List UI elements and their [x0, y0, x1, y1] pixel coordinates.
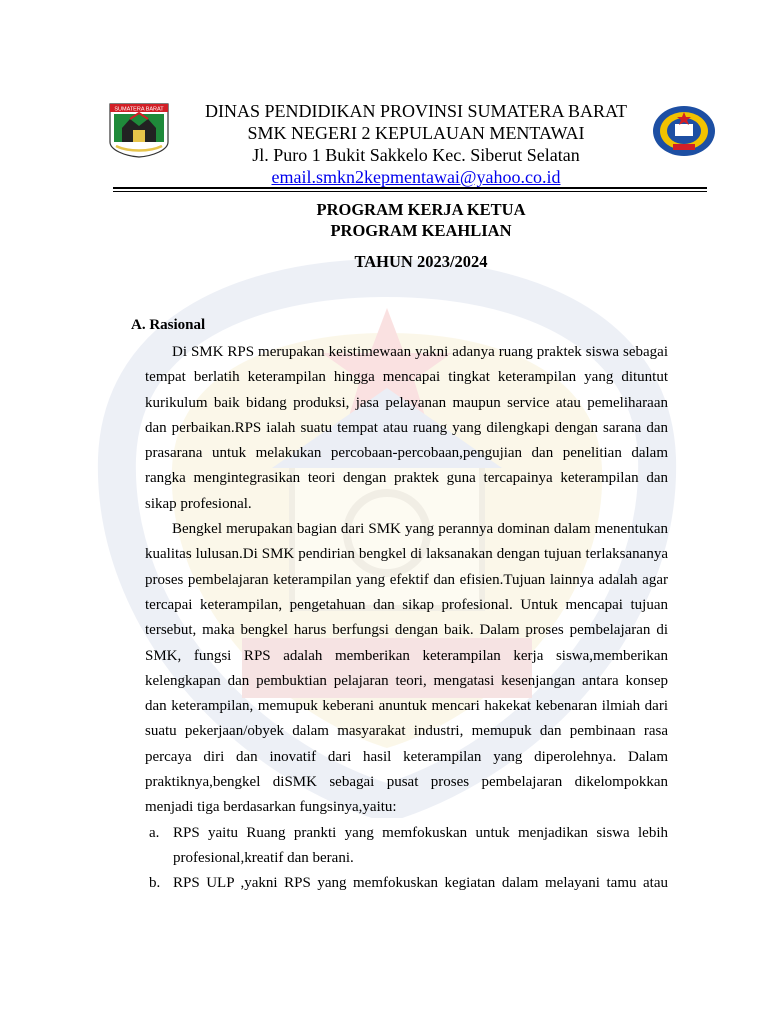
document-title-line-1: PROGRAM KERJA KETUA — [316, 200, 526, 219]
list-item-text: RPS ULP ,yakni RPS yang memfokuskan kegiatan dalam melayani tamu atau — [173, 875, 668, 892]
list-item-text: RPS yaitu Ruang prankti yang memfokuskan untuk menjadikan siswa lebih profesional,kreatif dan berani. — [173, 824, 668, 866]
agency-name: DINAS PENDIDIKAN PROVINSI SUMATERA BARAT — [204, 101, 628, 121]
list-marker: b. — [149, 875, 161, 892]
school-address: Jl. Puro 1 Bukit Sakkelo Kec. Siberut Selatan — [252, 145, 580, 165]
document-title-line-2: PROGRAM KEAHLIAN — [330, 221, 512, 240]
emblem-caption: SUMATERA BARAT — [114, 106, 164, 113]
document-year: TAHUN 2023/2024 — [354, 252, 488, 271]
section-body — [145, 340, 668, 897]
paragraph-1: Di SMK RPS merupakan keistimewaan yakni adanya ruang praktek siswa sebagai tempat berlatih keterampilan hingga mencapai tingkat keterampilan yang dituntut kurikulum baik bidang produksi, jasa pelayanan maupun service atau pemeliharaan dan perbaikan.RPS ialah suatu tempat atau ruang yang dilengkapi dengan sarana dan prasarana untuk melakukan percobaan-percobaan,pengujian dan penelitian dalam rangka mengintegrasikan teori dengan praktek guna tercapainya keterampilan dan sikap profesional. — [145, 344, 668, 512]
header-rule-thin — [113, 191, 707, 192]
list-item — [145, 821, 668, 872]
school-emblem-icon — [651, 104, 717, 158]
section-heading: A. Rasional — [131, 317, 206, 333]
function-list — [145, 821, 668, 897]
list-marker: a. — [149, 824, 160, 841]
letterhead — [106, 100, 716, 192]
email-link[interactable]: email.smkn2kepmentawai@yahoo.co.id — [271, 167, 561, 187]
paragraph-2: Bengkel merupakan bagian dari SMK yang perannya dominan dalam menentukan kualitas lulusan.Di SMK pendirian bengkel di laksanakan dengan tujuan terlaksananya proses pembelajaran keterampilan yang efektif dan efisien.Tujuan lainnya adalah agar tercapai keterampilan, pengetahuan dan sikap profesional. Untuk mencapai tujuan tersebut, maka bengkel harus berfungsi dengan baik. Dalam proses pembelajaran di SMK, fungsi RPS adalah memberikan keterampilan kerja siswa,memberikan kelengkapan dan pembuktian pelajaran teori, mengatasi kesenjangan antara konsep dan keterampilan, memupuk keberani anuntuk mencari hakekat kebenaran ilmiah dari suatu pekerjaan/obyek dalam masyarakat industri, memupuk dan pembinaan rasa percaya diri dan inovatif dari hasil keterampilan yang diperolehnya. Dalam praktiknya,bengkel diSMK sebagai pusat proses pembelajaran dikelompokkan menjadi tiga berdasarkan fungsinya,yaitu: — [145, 521, 668, 816]
school-name: SMK NEGERI 2 KEPULAUAN MENTAWAI — [247, 123, 585, 143]
header-rule-thick — [113, 187, 707, 189]
list-item — [145, 871, 668, 896]
sumatera-barat-emblem-icon — [108, 102, 170, 158]
